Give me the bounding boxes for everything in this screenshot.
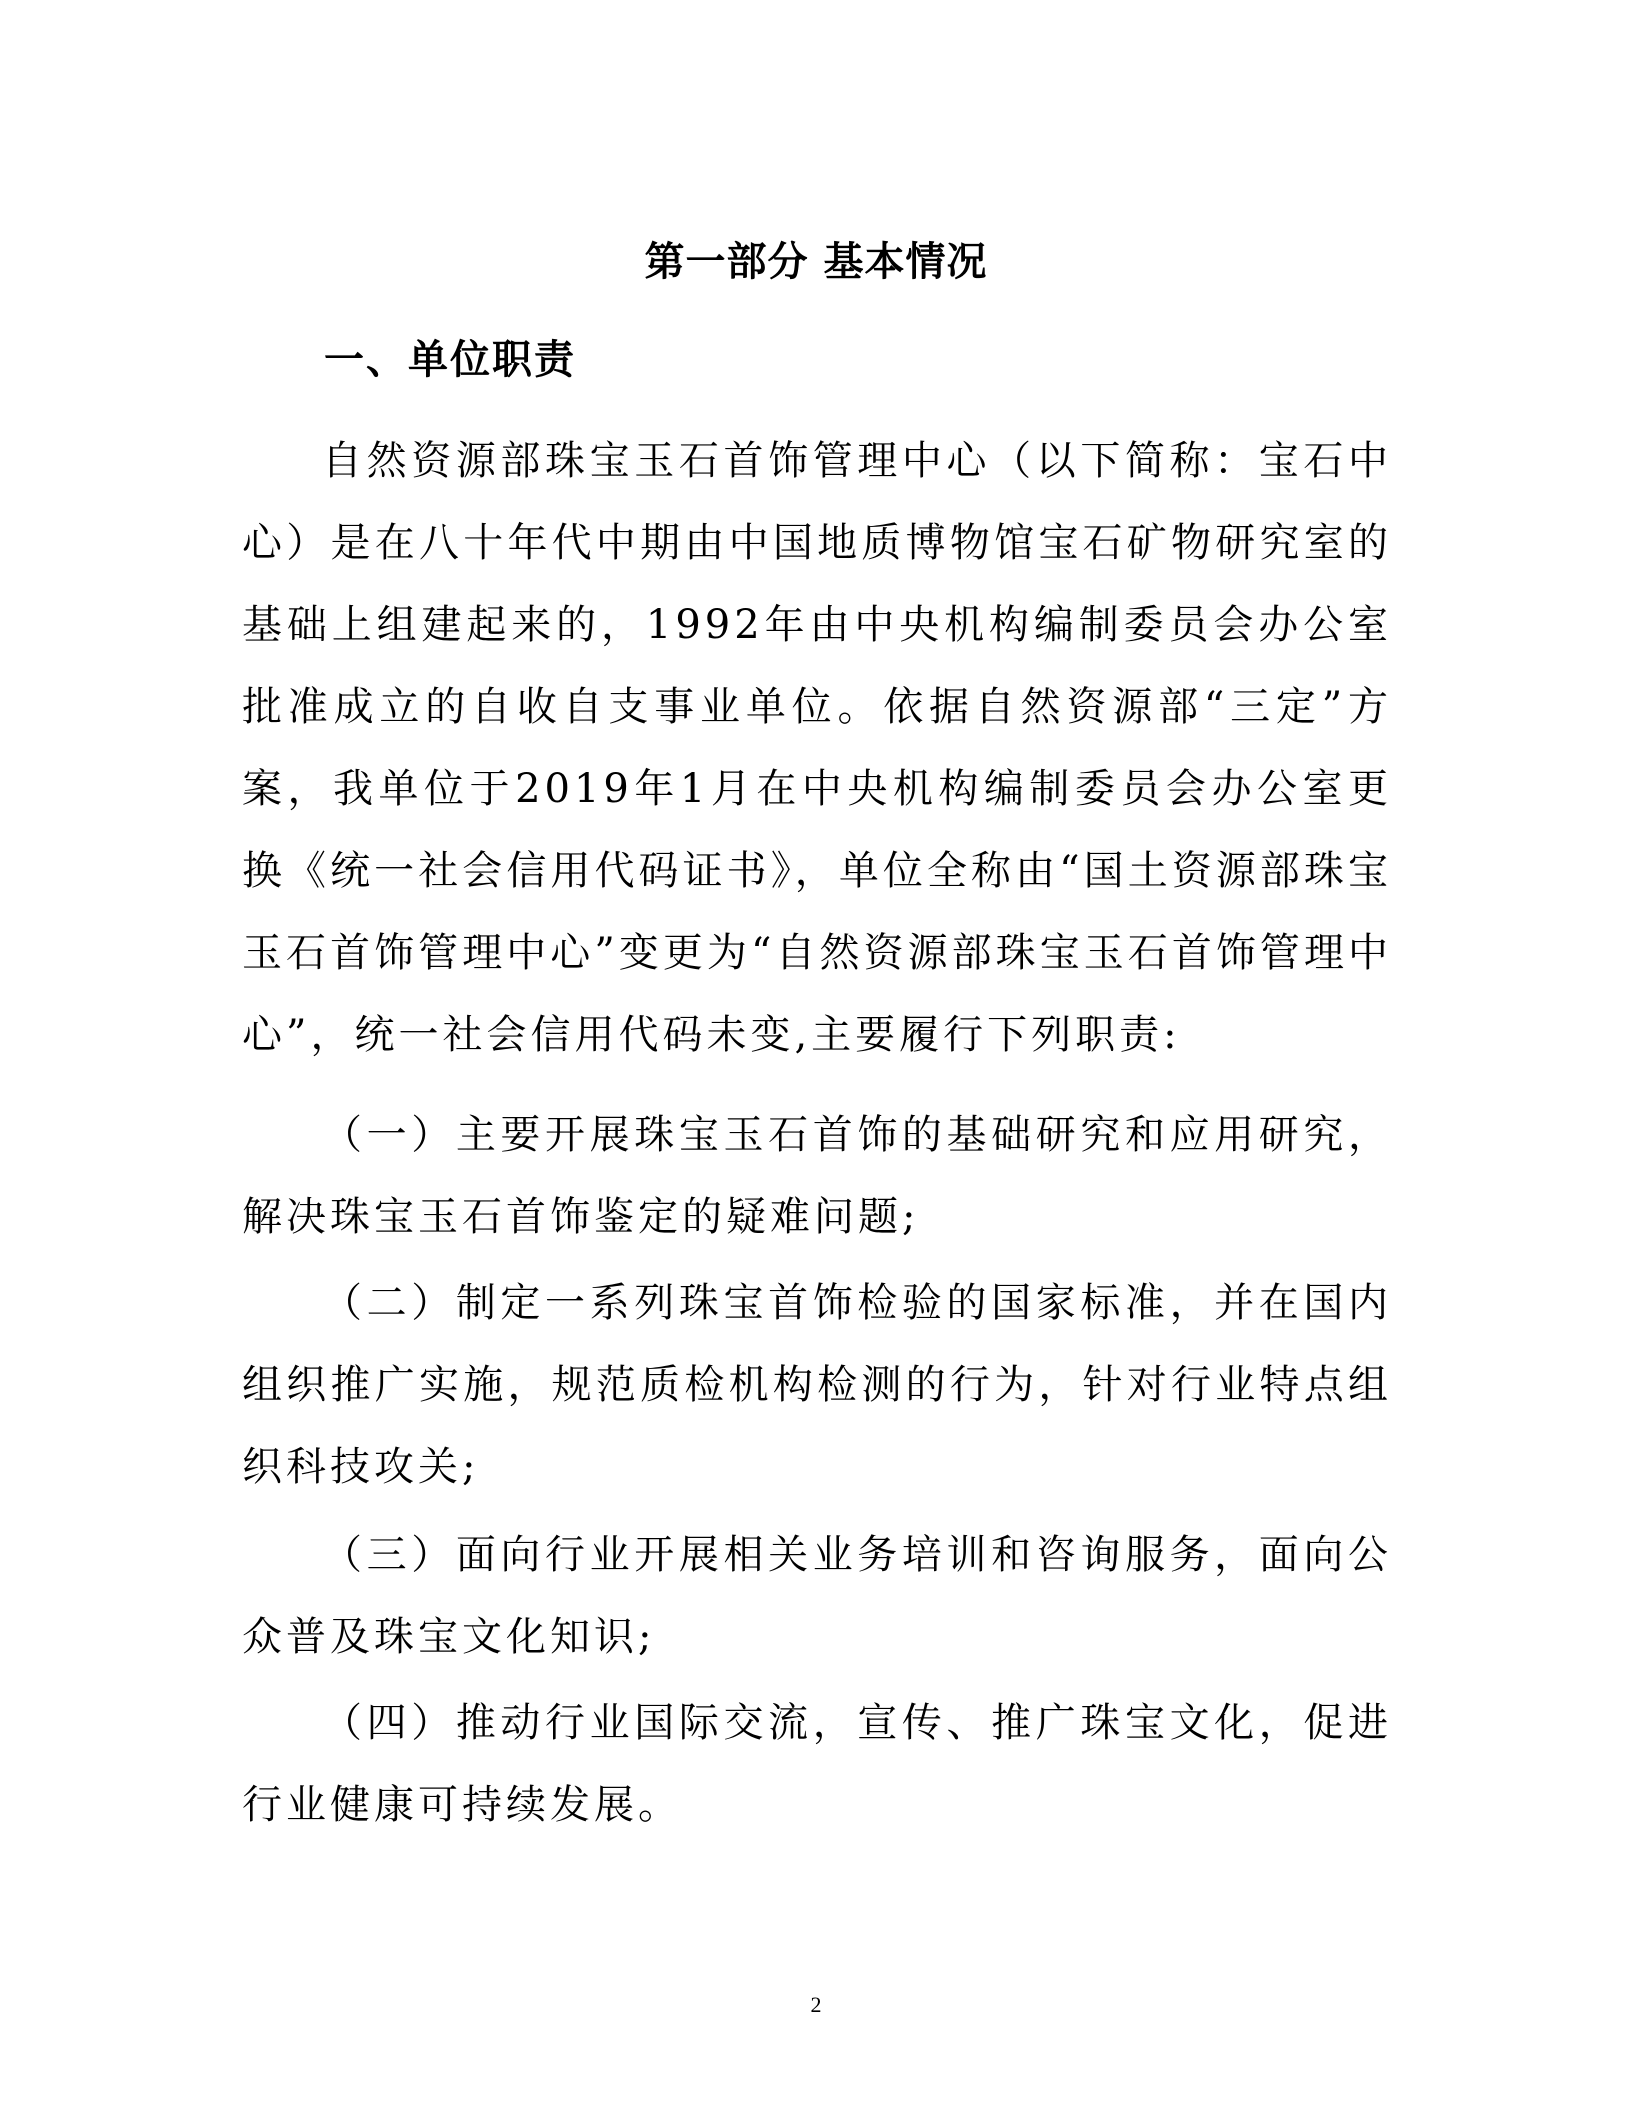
intro-paragraph: 自然资源部珠宝玉石首饰管理中心（以下简称：宝石中心）是在八十年代中期由中国地质博物馆宝石矿物研究室的基础上组建起来的，1992年由中央机构编制委员会办公室批准成立的自收自支事业单位。依据自然资源部“三定”方案，我单位于2019年1月在中央机构编制委员会办公室更换《统一社会信用代码证书》，单位全称由“国土资源部珠宝玉石首饰管理中心”变更为“自然资源部珠宝玉石首饰管理中心”，统一社会信用代码未变,主要履行下列职责: (242, 438, 1392, 1058)
duty-item-1: （一）主要开展珠宝玉石首饰的基础研究和应用研究，解决珠宝玉石首饰鉴定的疑难问题; (242, 1112, 1392, 1240)
section-title: 一、单位职责 (324, 337, 576, 383)
duty-item-2: （二）制定一系列珠宝首饰检验的国家标准，并在国内组织推广实施，规范质检机构检测的行为，针对行业特点组织科技攻关; (242, 1280, 1392, 1490)
part-title: 第一部分 基本情况 (644, 239, 988, 285)
duty-item-4: （四）推动行业国际交流，宣传、推广珠宝文化，促进行业健康可持续发展。 (242, 1700, 1392, 1828)
page-number: 2 (810, 1992, 822, 2017)
duty-item-3: （三）面向行业开展相关业务培训和咨询服务，面向公众普及珠宝文化知识; (242, 1532, 1392, 1660)
